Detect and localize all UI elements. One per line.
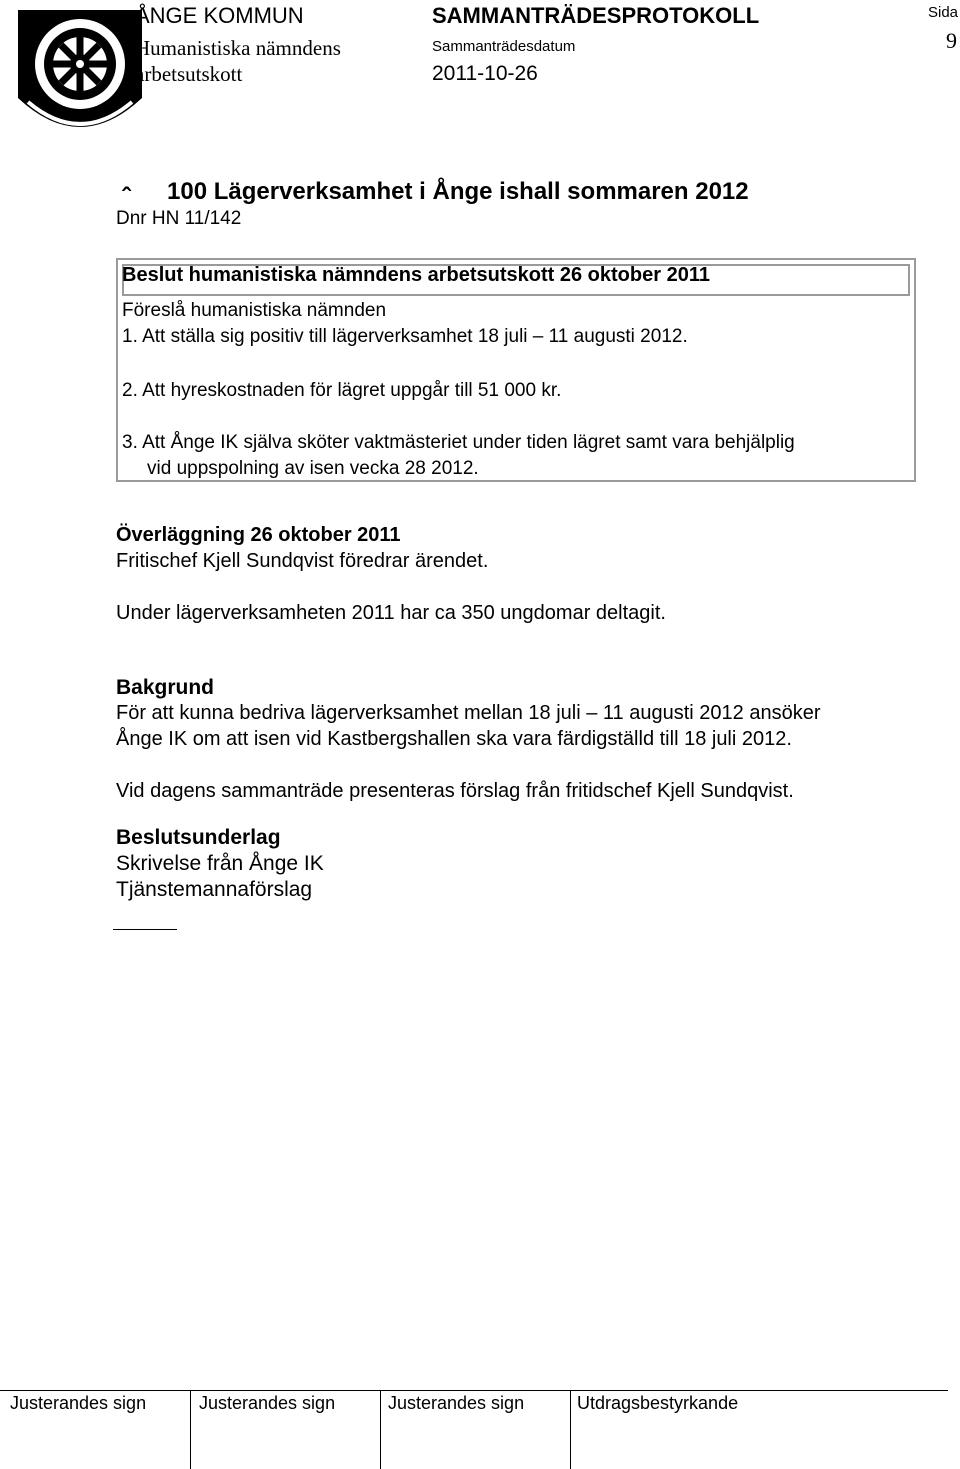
decision-item-3-line1: 3. Att Ånge IK själva sköter vaktmästeriet under tiden lägret samt vara behjälplig [122, 432, 795, 453]
heading-marker: ˆ [122, 182, 131, 212]
meeting-date-value: 2011-10-26 [432, 62, 538, 85]
footer-rule [0, 1390, 948, 1391]
footer-divider [570, 1390, 571, 1469]
deliberation-heading: Överläggning 26 oktober 2011 [116, 524, 401, 546]
background-paragraph-line2: Ånge IK om att isen vid Kastbergshallen ska vara färdigställd till 18 juli 2012. [116, 728, 792, 750]
diary-number: Dnr HN 11/142 [116, 208, 242, 229]
decision-title: Beslut humanistiska nämndens arbetsutskott 26 oktober 2011 [122, 264, 710, 286]
decision-basis-item: Skrivelse från Ånge IK [116, 852, 324, 875]
decision-basis-item: Tjänstemannaförslag [116, 878, 313, 901]
decision-item-1: 1. Att ställa sig positiv till lägerverksamhet 18 juli – 11 augusti 2012. [122, 326, 688, 347]
footer-signature-label: Justerandes sign [10, 1393, 147, 1413]
committee-name-line1: Humanistiska nämndens [135, 36, 341, 60]
item-title: 100 Lägerverksamhet i Ånge ishall sommaren 2012 [167, 178, 749, 205]
meeting-date-label: Sammanträdesdatum [432, 38, 576, 55]
decision-item-2: 2. Att hyreskostnaden för lägret uppgår till 51 000 kr. [122, 380, 562, 401]
committee-name-line2: arbetsutskott [135, 62, 243, 86]
footer-divider [190, 1390, 191, 1469]
decision-item-3-line2: vid uppspolning av isen vecka 28 2012. [147, 458, 479, 479]
protocol-title: SAMMANTRÄDESPROTOKOLL [432, 3, 760, 28]
footer-certification-label: Utdragsbestyrkande [577, 1393, 739, 1413]
footer-divider [380, 1390, 381, 1469]
background-paragraph-line1: För att kunna bedriva lägerverksamhet mellan 18 juli – 11 augusti 2012 ansöker [116, 702, 821, 724]
page-label: Sida [928, 4, 959, 21]
decision-basis-heading: Beslutsunderlag [116, 826, 281, 849]
page-number: 9 [946, 28, 957, 53]
footer-signature-label: Justerandes sign [199, 1393, 336, 1413]
decision-intro: Föreslå humanistiska nämnden [122, 300, 387, 321]
deliberation-paragraph: Under lägerverksamheten 2011 har ca 350 ungdomar deltagit. [116, 602, 666, 624]
decision-box [116, 258, 916, 482]
deliberation-paragraph: Fritischef Kjell Sundqvist föredrar ärendet. [116, 550, 489, 572]
end-rule [113, 929, 177, 930]
background-heading: Bakgrund [116, 676, 215, 699]
footer-signature-label: Justerandes sign [388, 1393, 525, 1413]
municipal-coat-of-arms-logo [10, 6, 150, 140]
background-paragraph: Vid dagens sammanträde presenteras förslag från fritidschef Kjell Sundqvist. [116, 780, 794, 802]
municipality-name: ÅNGE KOMMUN [135, 3, 304, 28]
